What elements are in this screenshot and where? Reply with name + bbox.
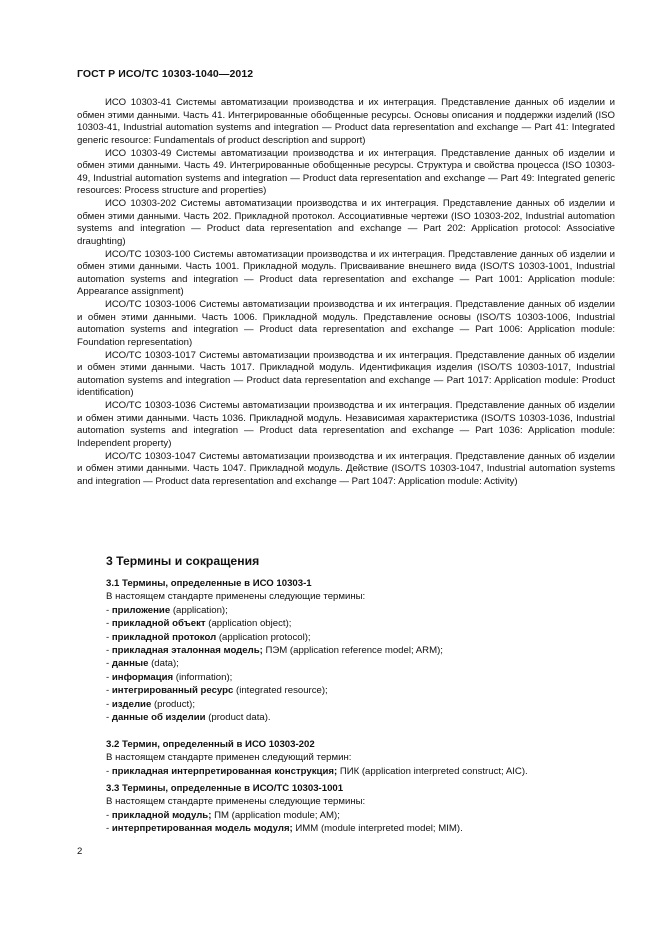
subsection-title: 3.1 Термины, определенные в ИСО 10303-1 xyxy=(106,578,312,589)
subsection-intro: В настоящем стандарте применены следующие термины: xyxy=(106,591,366,603)
reference-item: ИСО 10303-41 Системы автоматизации производства и их интеграция. Представление данных об изделии и обмен этими данными. Часть 41. Интегрированные обобщенные ресурсы. Основы описания и поддержки изделий (ISO 10303-41, Industrial automation systems and integration — Product data representation and exchange — Part 41: Integrated generic resource: Fundamentals of product description and support) xyxy=(77,97,615,146)
reference-item: ИСО/ТС 10303-1036 Системы автоматизации производства и их интеграция. Представление данных об изделии и обмен этими данными. Часть 1036. Прикладной модуль. Независимая характеристика (ISO/TS 10303-1036, Industrial automation systems and integration — Product data representation and exchange — Part 1036: Application module: Independent property) xyxy=(77,400,615,449)
reference-item: ИСО 10303-202 Системы автоматизации производства и их интеграция. Представление данных об изделии и обмен этими данными. Часть 202. Прикладной протокол. Ассоциативные чертежи (ISO 10303-202, Industrial automation systems and integration — Product data representation and exchange — Part 202: Application protocol: Associative draughting) xyxy=(77,198,615,247)
reference-item: ИСО/ТС 10303-1047 Системы автоматизации производства и их интеграция. Представление данных об изделии и обмен этими данными. Часть 1047. Прикладной модуль. Действие (ISO/TS 10303-1047, Industrial automation systems and integration — Product data representation and exchange — Part 1047: Application module: Activity) xyxy=(77,450,615,487)
reference-item: ИСО/ТС 10303-1017 Системы автоматизации производства и их интеграция. Представление данных об изделии и обмен этими данными. Часть 1017. Прикладной модуль. Идентификация изделия (ISO/TS 10303-1017, Industrial automation systems and integration — Product data representation and exchange — Part 1017: Application module: Product identification) xyxy=(77,349,615,398)
subsection-3-1 xyxy=(106,577,615,724)
term-item: - интерпретированная модель модуля; ИММ (module interpreted model; MIM). xyxy=(106,823,463,835)
term-item: - информация (information); xyxy=(106,671,233,683)
document-header: ГОСТ Р ИСО/ТС 10303-1040—2012 xyxy=(77,68,254,80)
term-item: - данные (data); xyxy=(106,658,179,670)
term-item: - прикладной модуль; ПМ (application module; AM); xyxy=(106,809,340,821)
term-item: - интегрированный ресурс (integrated resource); xyxy=(106,685,328,697)
references-list xyxy=(77,97,615,489)
subsection-3-2 xyxy=(106,738,615,778)
page-number: 2 xyxy=(77,846,83,857)
term-item: - данные об изделии (product data). xyxy=(106,712,271,724)
term-item: - прикладная эталонная модель; ПЭМ (application reference model; ARM); xyxy=(106,645,443,657)
subsection-title: 3.3 Термины, определенные в ИСО/ТС 10303-1001 xyxy=(106,783,344,794)
term-item: - прикладной протокол (application protocol); xyxy=(106,631,311,643)
reference-item: ИСО 10303-49 Системы автоматизации производства и их интеграция. Представление данных об изделии и обмен этими данными. Часть 49. Интегрированные обобщенные ресурсы. Структура и свойства процесса (ISO 10303-49, Industrial automation systems and integration — Product data representation and exchange — Part 49: Integrated generic resources: Process structure and properties) xyxy=(77,147,615,196)
term-item: - изделие (product); xyxy=(106,698,196,710)
subsection-title: 3.2 Термин, определенный в ИСО 10303-202 xyxy=(106,739,315,750)
term-item: - приложение (application); xyxy=(106,604,228,616)
reference-item: ИСО/ТС 10303-1006 Системы автоматизации производства и их интеграция. Представление данных об изделии и обмен этими данными. Часть 1006. Прикладной модуль. Представление основы (ISO/TS 10303-1006, Industrial automation systems and integration — Product data representation and exchange — Part 1006: Application module: Foundation representation) xyxy=(77,299,615,348)
reference-item: ИСО/ТС 10303-100 Системы автоматизации производства и их интеграция. Представление данных об изделии и обмен этими данными. Часть 1001. Прикладной модуль. Присваивание внешнего вида (ISO/TS 10303-1001, Industrial automation systems and integration — Product data representation and exchange — Part 1001: Application module: Appearance assignment) xyxy=(77,248,615,297)
subsection-intro: В настоящем стандарте применен следующий термин: xyxy=(106,752,352,764)
section-title: 3 Термины и сокращения xyxy=(106,554,260,568)
term-item: - прикладной объект (application object); xyxy=(106,618,292,630)
subsection-3-3 xyxy=(106,782,615,836)
term-item: - прикладная интерпретированная конструкция; ПИК (application interpreted construct; AIC). xyxy=(106,765,528,777)
subsection-intro: В настоящем стандарте применены следующие термины: xyxy=(106,796,366,808)
